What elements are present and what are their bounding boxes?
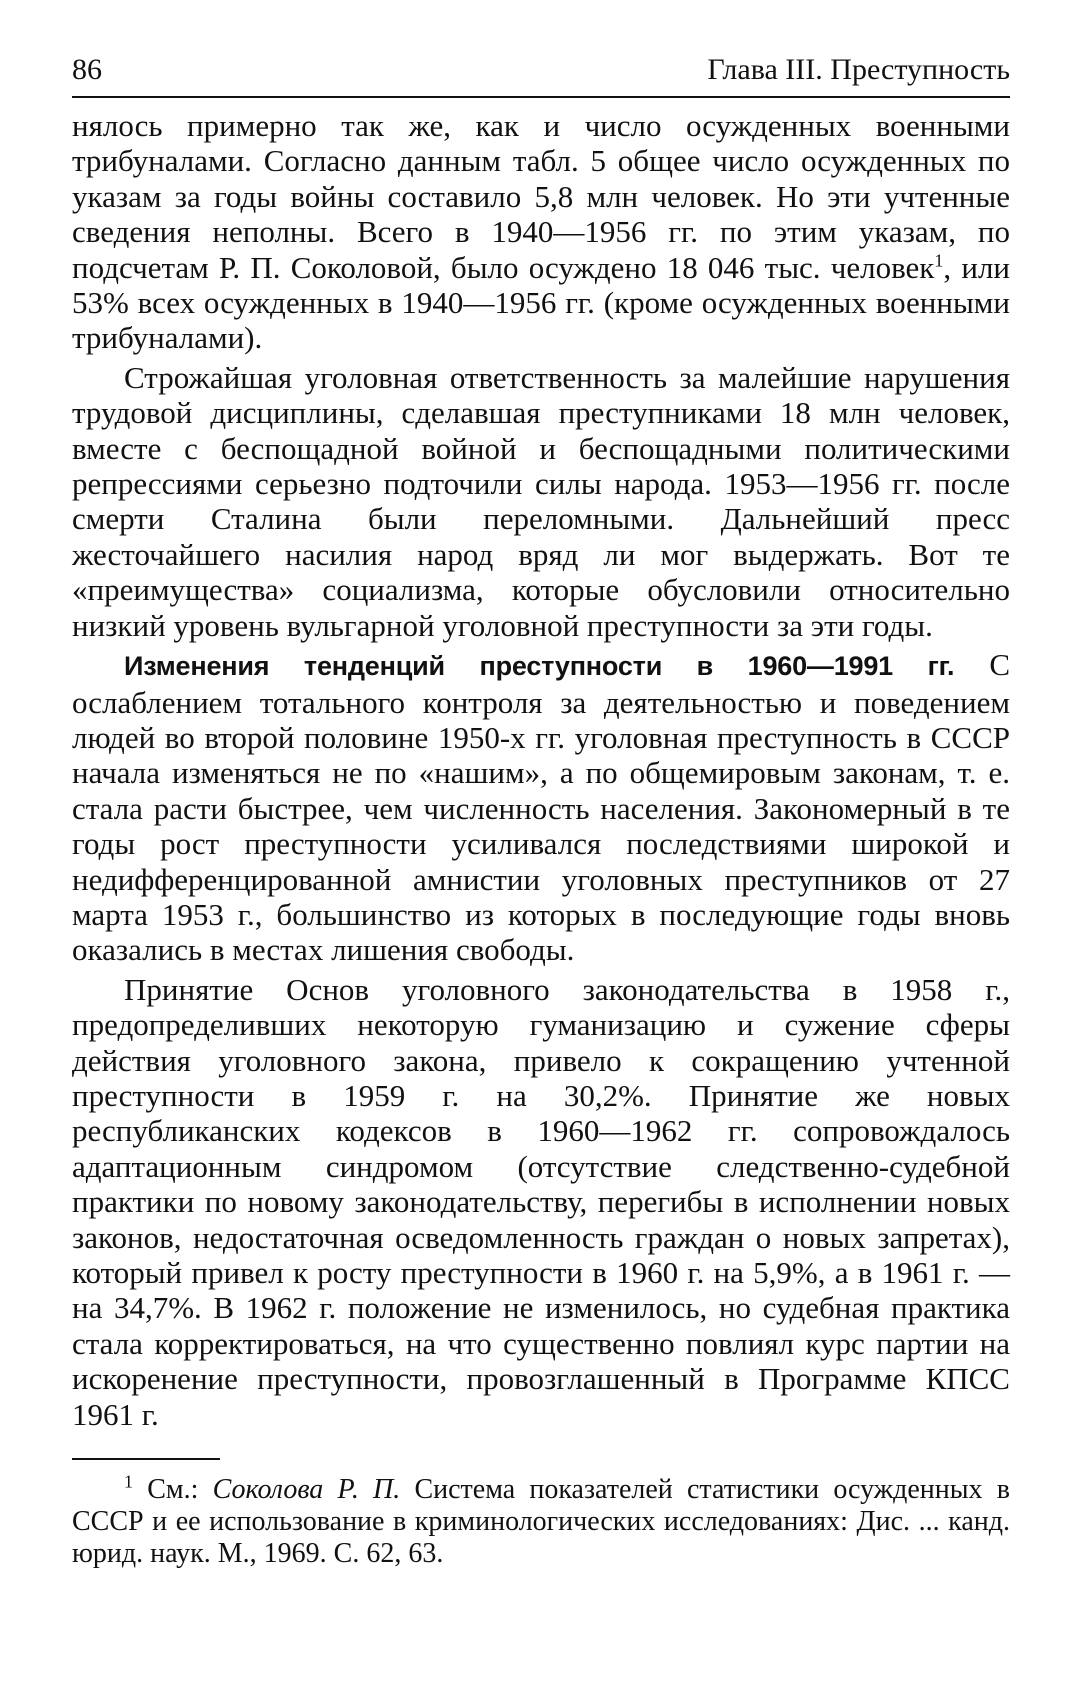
book-page (72, 44, 1010, 1570)
page-number: 86 (72, 53, 102, 86)
running-title: Глава III. Преступность (707, 53, 1010, 86)
paragraph-3-text: С ослаблением тотального контроля за деятельностью и поведением людей во второй половине 1950-х гг. уголовная преступность в СССР начала изменяться не по «нашим», а по общемировым законам, т. е. стала расти быстрее, чем численность населения. Закономерный в те годы рост преступности усиливался последствиями широкой и недифференцированной амнистии уголовных преступников от 27 марта 1953 г., большинство из которых в последующие годы вновь оказались в местах лишения свободы. (72, 647, 1010, 968)
footnote-author: Соколова Р. П. (212, 1474, 401, 1506)
paragraph-1 (72, 108, 1010, 356)
footnote-divider (72, 1458, 220, 1460)
paragraph-3 (72, 647, 1010, 968)
footnote-reference: 1 (934, 250, 944, 271)
paragraph-4: Принятие Основ уголовного законодательства в 1958 г., предопределивших некоторую гуманизацию и сужение сферы действия уголовного закона, привело к сокращению учтенной преступности в 1959 г. на 30,2%. Принятие же новых республиканских кодексов в 1960—1962 гг. сопровождалось адаптационным синдромом (отсутствие следственно-судебной практики по новому законодательству, перегибы в исполнении новых законов, недостаточная осведомленность граждан о новых запретах), который привел к росту преступности в 1960 г. на 5,9%, а в 1961 г. — на 34,7%. В 1962 г. положение не изменилось, но судебная практика стала корректироваться, на что существенно повлиял курс партии на искоренение преступности, провозглашенный в Программе КПСС 1961 г. (72, 971, 1010, 1432)
paragraph-1-text: нялось примерно так же, как и число осужденных военными трибуналами. Согласно данным табл. 5 общее число осужденных по указам за годы войны составило 5,8 млн человек. Но эти учтенные сведения неполны. Всего в 1940—1956 гг. по этим указам, по подсчетам Р. П. Соколовой, было осуждено 18 046 тыс. человек (72, 108, 1010, 285)
footnote-mark: 1 (124, 1471, 133, 1492)
section-heading: Изменения тенденций преступности в 1960—1991 гг. (124, 651, 955, 682)
page-header (72, 44, 1010, 98)
paragraph-1-text-continued: , или 53% всех осужденных в 1940—1956 гг. (кроме осужденных военными трибуналами). (72, 249, 1011, 356)
footnote-prefix: См.: (133, 1474, 213, 1506)
footnote (72, 1471, 1010, 1570)
footnote-text: Система показателей статистики осужденных в СССР и ее использование в криминологических исследованиях: Дис. ... канд. юрид. наук. М., 1969. С. 62, 63. (72, 1474, 1010, 1570)
paragraph-2: Строжайшая уголовная ответственность за малейшие нарушения трудовой дисциплины, сделавшая преступниками 18 млн человек, вместе с беспощадной войной и беспощадными политическими репрессиями серьезно подточили силы народа. 1953—1956 гг. после смерти Сталина были переломными. Дальнейший пресс жесточайшего насилия народ вряд ли мог выдержать. Вот те «преимущества» социализма, которые обусловили относительно низкий уровень вульгарной уголовной преступности за эти годы. (72, 359, 1010, 643)
main-text (72, 108, 1010, 1432)
